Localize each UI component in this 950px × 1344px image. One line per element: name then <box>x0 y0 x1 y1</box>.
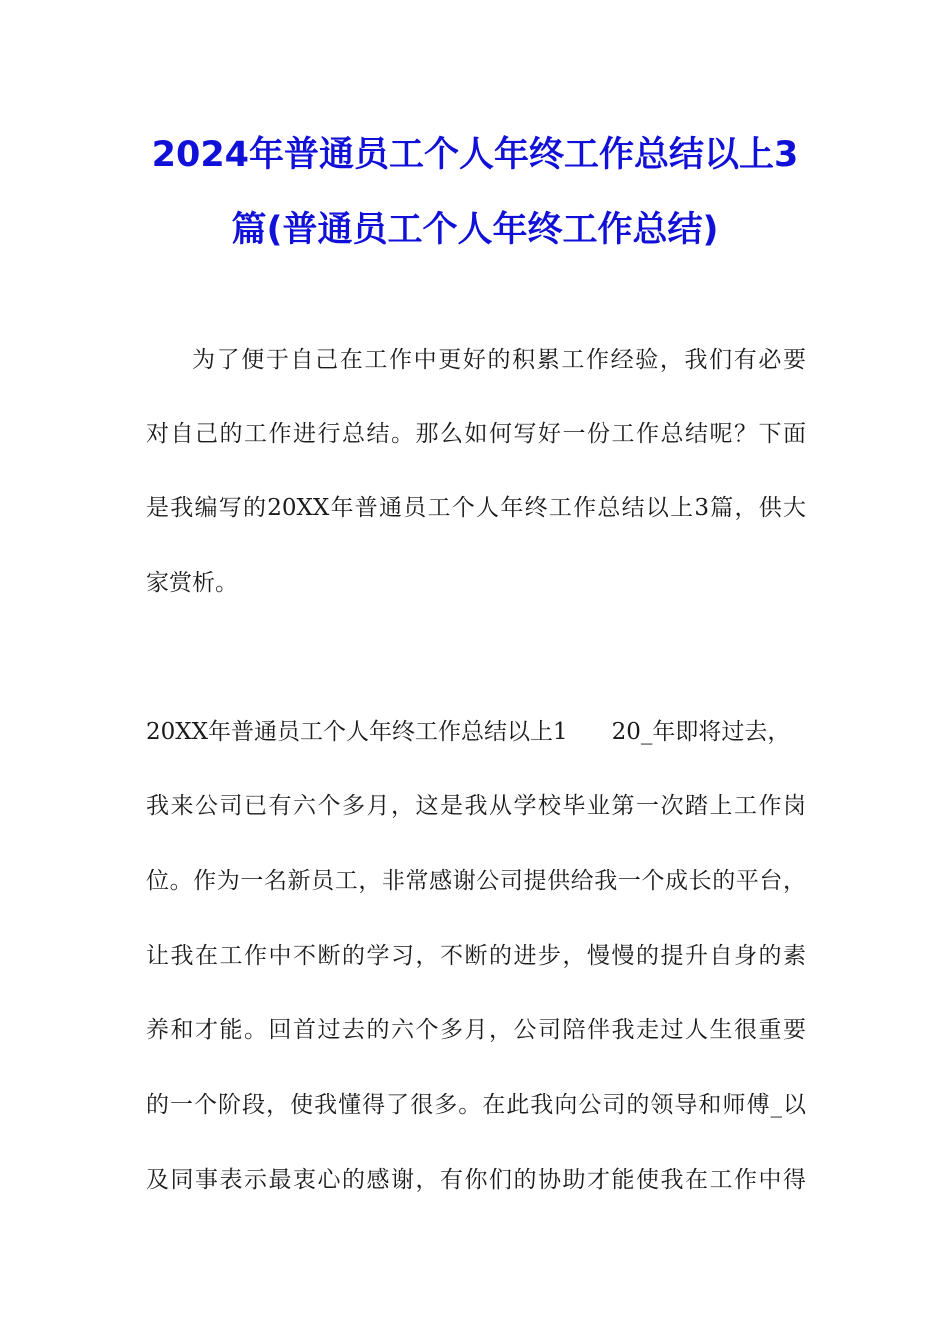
document-title-line-1: 2024年普通员工个人年终工作总结以上3 <box>151 135 799 175</box>
intro-line-3: 是我编写的20XX年普通员工个人年终工作总结以上3篇，供大 <box>146 495 806 521</box>
section1-line-3: 让我在工作中不断的学习，不断的进步，慢慢的提升自身的素 <box>146 943 806 969</box>
section1-line-1: 我来公司已有六个多月，这是我从学校毕业第一次踏上工作岗 <box>146 793 806 819</box>
section1-heading: 20XX年普通员工个人年终工作总结以上1 <box>146 719 568 745</box>
intro-line-2: 对自己的工作进行总结。那么如何写好一份工作总结呢？下面 <box>146 421 806 447</box>
intro-line-1: 为了便于自己在工作中更好的积累工作经验，我们有必要 <box>192 347 806 373</box>
document-title-line-2: 篇(普通员工个人年终工作总结) <box>231 210 719 250</box>
section1-line-4: 养和才能。回首过去的六个多月，公司陪伴我走过人生很重要 <box>146 1017 806 1043</box>
section1-line-2: 位。作为一名新员工，非常感谢公司提供给我一个成长的平台， <box>146 868 806 894</box>
section1-line-6: 及同事表示最衷心的感谢，有你们的协助才能使我在工作中得 <box>146 1167 806 1193</box>
section1-heading-continuation: 20_年即将过去， <box>611 719 791 745</box>
intro-line-4: 家赏析。 <box>146 570 238 596</box>
section1-line-5: 的一个阶段，使我懂得了很多。在此我向公司的领导和师傅_以 <box>146 1092 806 1118</box>
section1-heading-line <box>146 716 806 748</box>
